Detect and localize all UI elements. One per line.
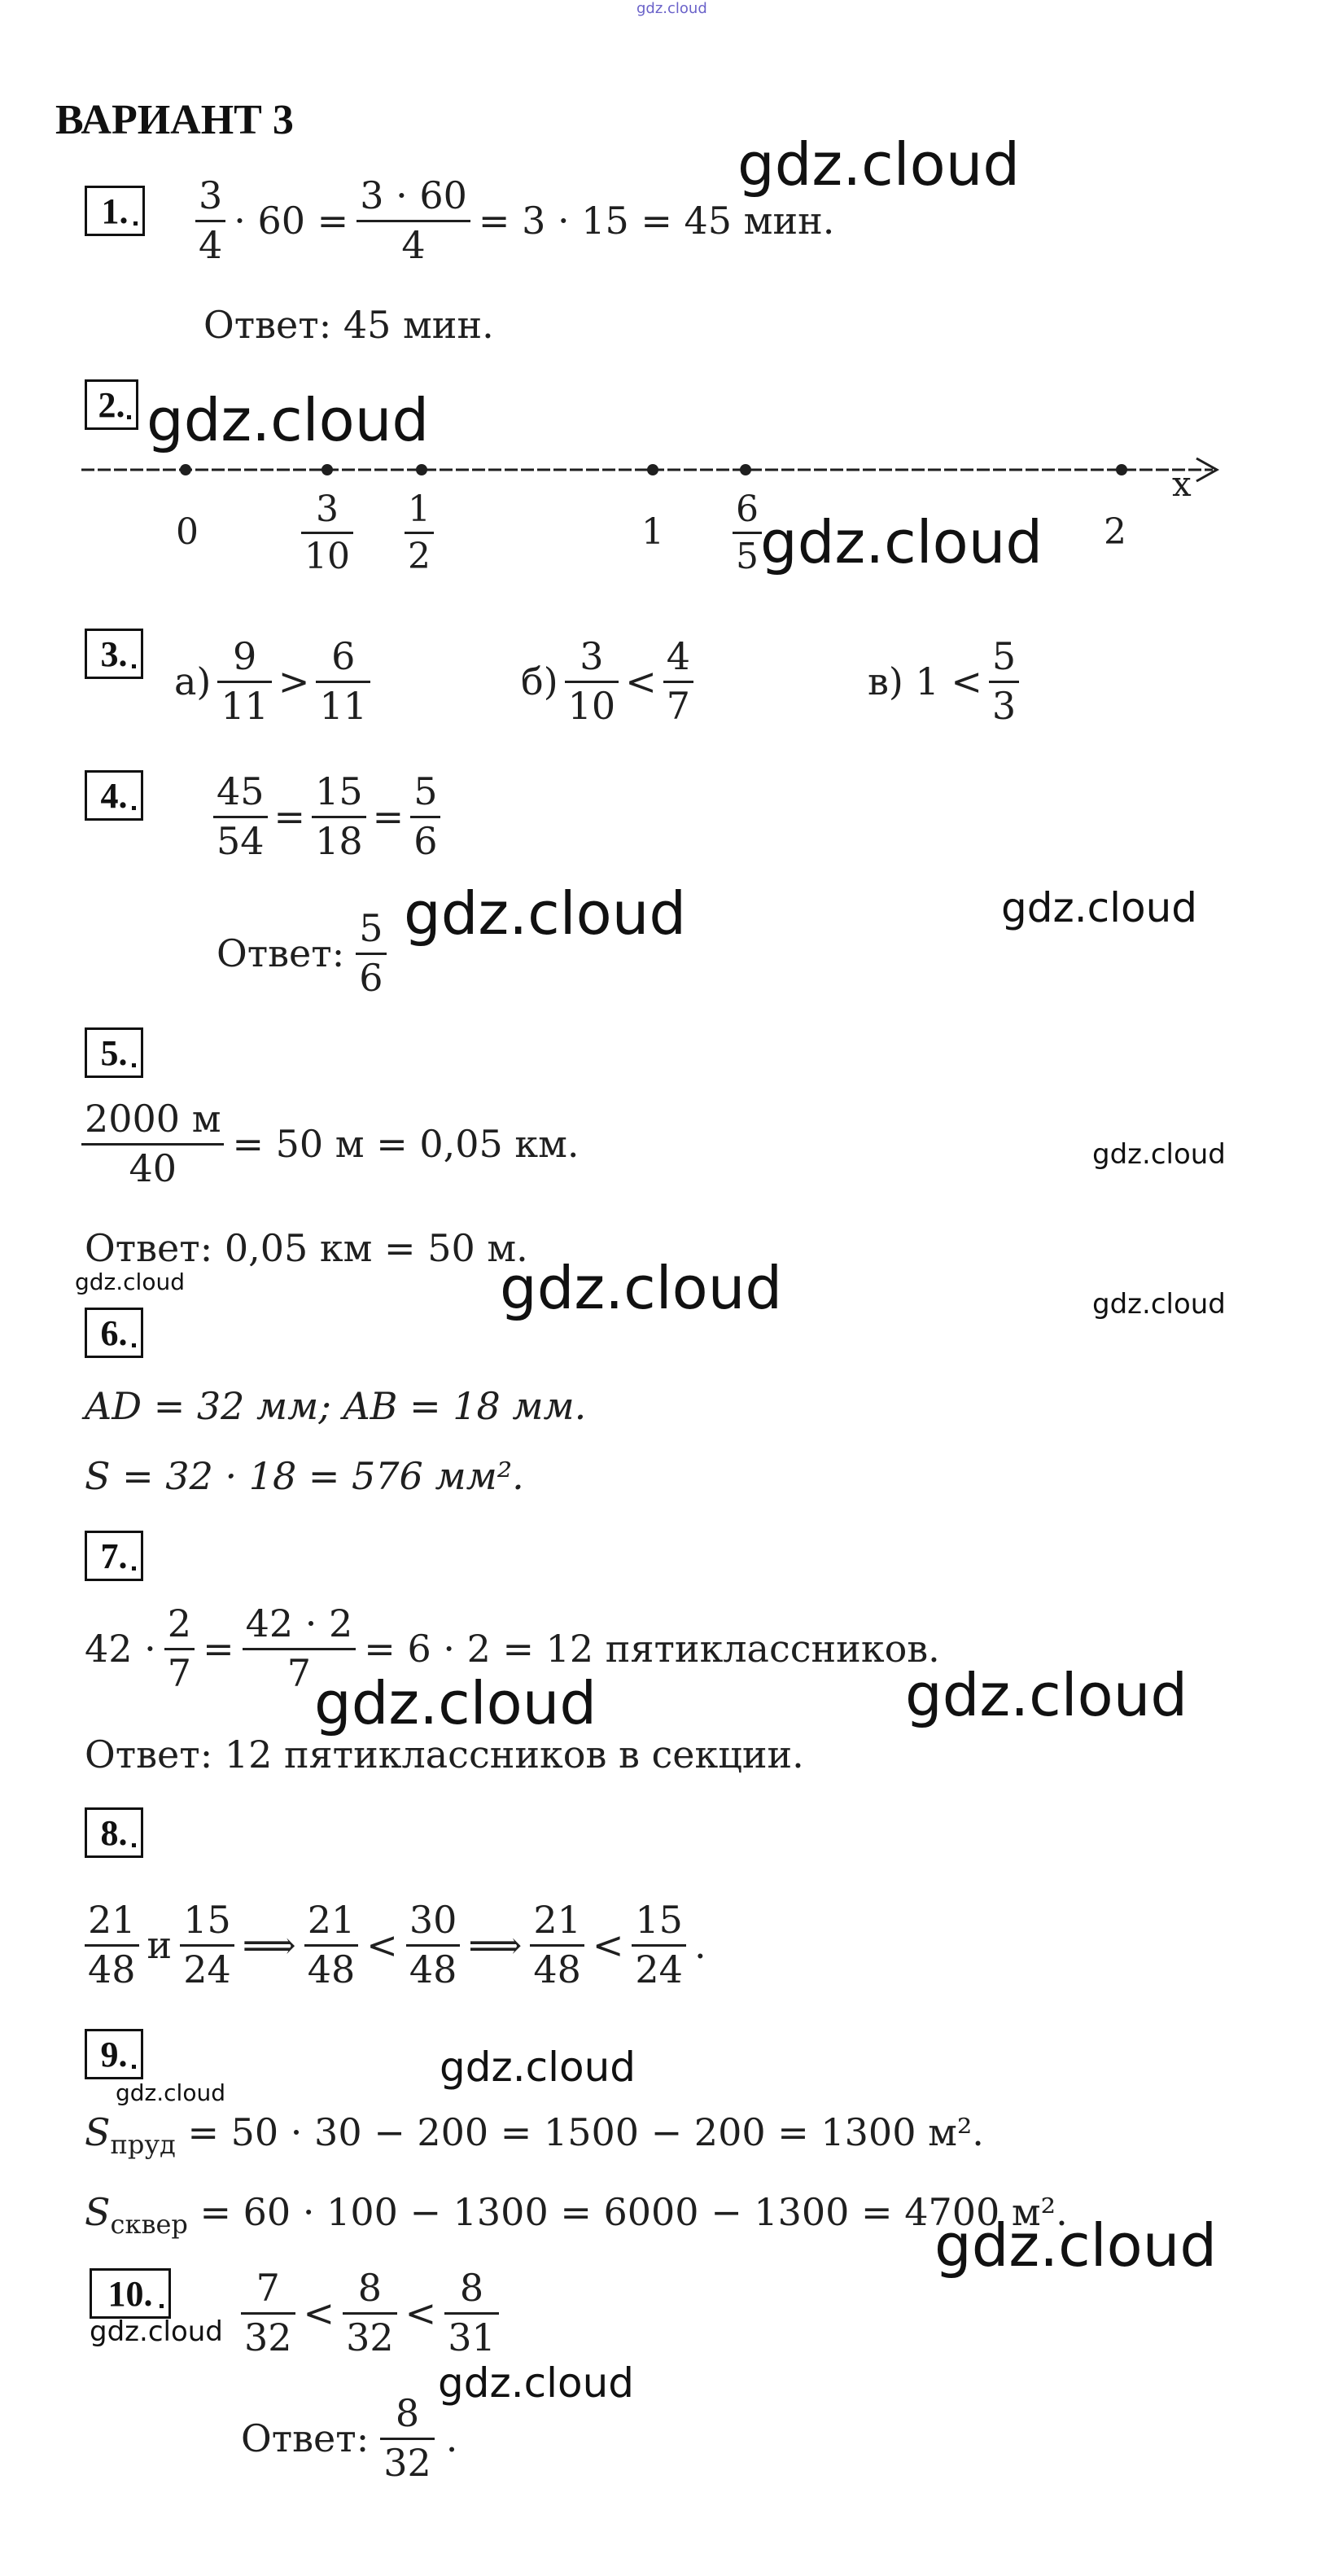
task-8-number: 8. bbox=[85, 1807, 143, 1858]
watermark: gdz.cloud bbox=[1092, 1288, 1226, 1321]
task-5-number: 5. bbox=[85, 1027, 143, 1078]
task-8-equation: $\frac{21}{48}$ и $\frac{15}{24}$ ⟹ $\frac{21}{48}$ < $\frac{30}{48}$ ⟹ $\frac{21}{48}$ < $\frac{15}{24}$ . bbox=[85, 1897, 706, 1993]
point-0 bbox=[180, 464, 191, 475]
page-title: ВАРИАНТ 3 bbox=[55, 97, 294, 143]
point-3-10 bbox=[322, 464, 333, 475]
point-1 bbox=[647, 464, 658, 475]
task-4-number: 4. bbox=[85, 770, 143, 821]
task-6-number: 6. bbox=[85, 1308, 143, 1358]
task-5-answer: Ответ: 0,05 км = 50 м. bbox=[85, 1226, 528, 1270]
fraction: $\frac{3}{4}$ bbox=[195, 173, 225, 269]
task-4-answer: Ответ: $\frac{5}{6}$ bbox=[217, 905, 387, 1001]
task-7-answer: Ответ: 12 пятиклассников в секции. bbox=[85, 1733, 804, 1776]
watermark: gdz.cloud bbox=[90, 2315, 223, 2348]
task-6-line-2: S = 32 · 18 = 576 мм². bbox=[85, 1454, 524, 1498]
watermark: gdz.cloud bbox=[440, 2044, 636, 2091]
fraction: $\frac{3 \cdot 60}{4}$ bbox=[356, 173, 470, 269]
point-2 bbox=[1116, 464, 1127, 475]
task-2-number: 2. bbox=[85, 379, 138, 430]
watermark: gdz.cloud bbox=[934, 2211, 1218, 2280]
task-1-number: 1. bbox=[85, 186, 145, 236]
watermark: gdz.cloud bbox=[404, 879, 687, 948]
task-3a: а) $\frac{9}{11}$ > $\frac{6}{11}$ bbox=[174, 633, 370, 729]
watermark: gdz.cloud bbox=[75, 1268, 185, 1295]
task-9-line-2: $S_{сквер} = 60 \cdot 100 - 1300 = 6000 - 1300 = 4700$ м². bbox=[85, 2190, 1068, 2241]
watermark: gdz.cloud bbox=[737, 130, 1021, 199]
point-1-2 bbox=[416, 464, 427, 475]
number-line bbox=[73, 452, 1229, 493]
task-3-number: 3. bbox=[85, 629, 143, 679]
watermark: gdz.cloud bbox=[314, 1669, 597, 1737]
task-10-equation: $\frac{7}{32}$ < $\frac{8}{32}$ < $\frac{8}{31}$ bbox=[241, 2265, 499, 2361]
task-7-equation: 42 · $\frac{2}{7}$ = $\frac{42 \cdot 2}{7}$ = 6 · 2 = 12 пятиклассников. bbox=[85, 1601, 940, 1695]
tick-label: 1 bbox=[641, 511, 664, 553]
tick-label: $\frac{1}{2}$ bbox=[405, 487, 434, 579]
watermark: gdz.cloud bbox=[1001, 884, 1198, 931]
task-10-number: 10. bbox=[90, 2268, 171, 2319]
watermark: gdz.cloud bbox=[116, 2079, 225, 2106]
watermark: gdz.cloud bbox=[147, 386, 430, 454]
tick-label: $\frac{3}{10}$ bbox=[301, 487, 353, 579]
task-9-number: 9. bbox=[85, 2029, 143, 2079]
tick-label: 0 bbox=[176, 511, 199, 553]
text: = 3 · 15 = 45 мин. bbox=[478, 199, 835, 243]
text: · 60 = bbox=[234, 199, 349, 243]
tick-label: $\frac{6}{5}$ bbox=[733, 487, 762, 579]
point-6-5 bbox=[740, 464, 751, 475]
task-9-line-1: $S_{пруд} = 50 \cdot 30 - 200 = 1500 - 200 = 1300$ м². bbox=[85, 2110, 984, 2161]
task-5-equation: $\frac{2000 м}{40}$ = 50 м = 0,05 км. bbox=[81, 1096, 580, 1192]
task-3b: б) $\frac{3}{10}$ < $\frac{4}{7}$ bbox=[521, 633, 693, 729]
watermark: gdz.cloud bbox=[760, 508, 1043, 576]
task-7-number: 7. bbox=[85, 1531, 143, 1581]
watermark: gdz.cloud bbox=[500, 1254, 783, 1322]
task-6-line-1: AD = 32 мм; AB = 18 мм. bbox=[85, 1384, 587, 1428]
watermark: gdz.cloud bbox=[438, 2359, 635, 2407]
watermark: gdz.cloud bbox=[905, 1661, 1188, 1729]
axis-label-x: x bbox=[1172, 464, 1192, 504]
task-10-answer: Ответ: $\frac{8}{32}$ . bbox=[241, 2391, 458, 2485]
task-4-equation: $\frac{45}{54}$ = $\frac{15}{18}$ = $\frac{5}{6}$ bbox=[213, 769, 440, 865]
tick-label: 2 bbox=[1104, 511, 1126, 553]
task-3c: в) 1 < $\frac{5}{3}$ bbox=[868, 633, 1019, 729]
task-1-answer: Ответ: 45 мин. bbox=[203, 303, 494, 347]
watermark: gdz.cloud bbox=[1092, 1138, 1226, 1171]
watermark-top: gdz.cloud bbox=[636, 0, 707, 17]
